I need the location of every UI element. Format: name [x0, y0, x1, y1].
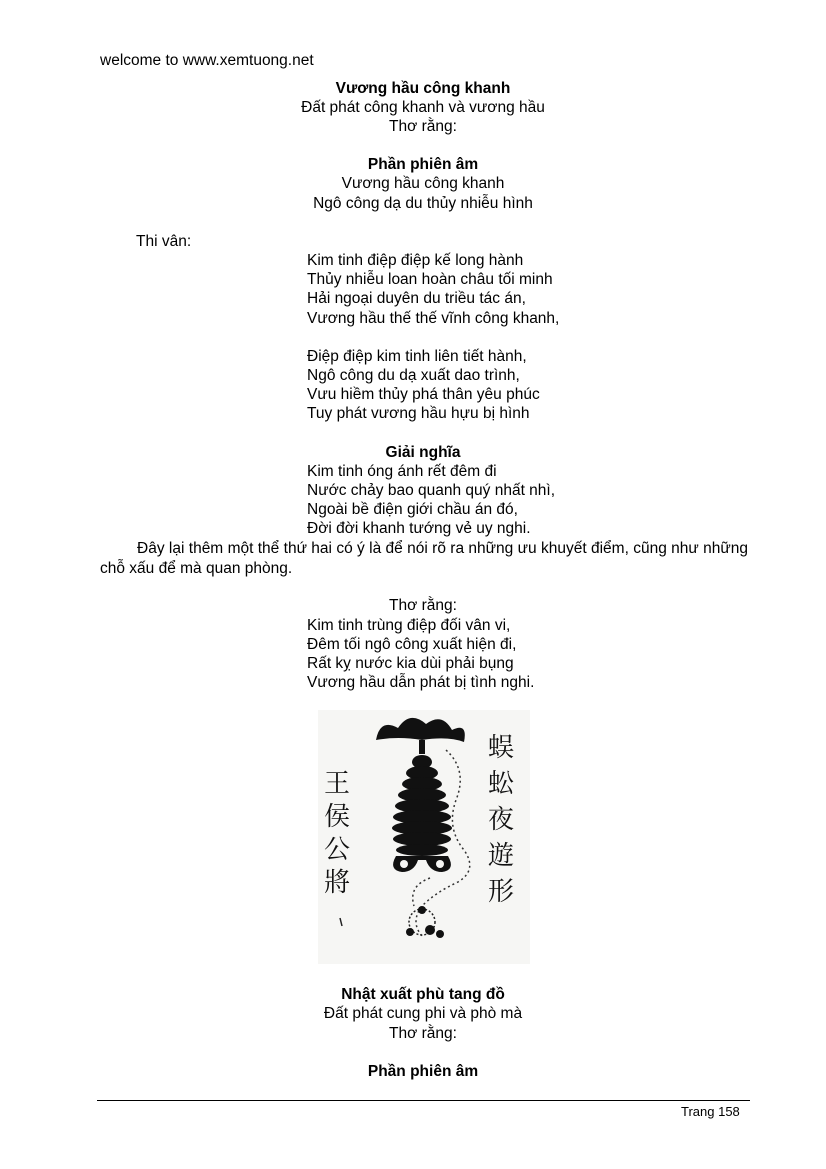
poem-line: Thủy nhiễu loan hoàn châu tối minh	[307, 271, 553, 288]
poem-line: Điệp điệp kim tinh liên tiết hành,	[307, 348, 527, 365]
body-paragraph: Đây lại thêm một thể thứ hai có ý là để nói rõ ra những ưu khuyết điểm, cũng như những chỗ xấu để mà quan phòng.	[100, 540, 748, 577]
giai-nghia-line: Kim tinh óng ánh rết đêm đi	[307, 463, 497, 480]
thi-van-label: Thi vân:	[136, 233, 192, 250]
poem-line: Rất kỵ nước kia dùi phải bụng	[307, 655, 514, 672]
page-number: Trang 158	[681, 1104, 740, 1119]
poem-line: Vưu hiềm thủy phá thân yêu phúc	[307, 386, 540, 403]
poem-line: Đêm tối ngô công xuất hiện đi,	[307, 636, 517, 653]
section-subtitle: Đất phát cung phi và phò mà	[323, 1005, 523, 1022]
phien-am-heading: Phần phiên âm	[367, 156, 479, 173]
giai-nghia-line: Ngoài bề điện giới chầu án đó,	[307, 501, 518, 518]
footer-divider	[97, 1100, 750, 1101]
right-inscription: 蜈蚣夜遊形	[488, 733, 515, 907]
left-inscription: 王侯公將	[324, 769, 351, 898]
poem-line: Vương hầu thế thế vĩnh công khanh,	[307, 310, 560, 327]
tho-rang-label: Thơ rằng:	[389, 1025, 457, 1042]
section-subtitle: Đất phát công khanh và vương hầu	[301, 99, 545, 116]
tho-rang-label: Thơ rằng:	[389, 597, 457, 614]
poem-line: Tuy phát vương hầu hựu bị hình	[307, 405, 530, 422]
section-title: Nhật xuất phù tang đồ	[341, 986, 505, 1003]
giai-nghia-line: Đời đời khanh tướng vẻ uy nghi.	[307, 520, 531, 537]
giai-nghia-heading: Giải nghĩa	[385, 444, 461, 461]
phien-am-line: Ngô công dạ du thủy nhiễu hình	[313, 195, 533, 212]
poem-line: Hải ngoại duyên du triều tác án,	[307, 290, 526, 307]
welcome-text: welcome to www.xemtuong.net	[100, 52, 314, 69]
poem-line: Kim tinh trùng điệp đối vân vi,	[307, 617, 511, 634]
poem-line: Ngô công du dạ xuất dao trình,	[307, 367, 520, 384]
phien-am-line: Vương hầu công khanh	[341, 175, 505, 192]
section-title: Vương hầu công khanh	[335, 80, 511, 97]
poem-line: Kim tinh điệp điệp kế long hành	[307, 252, 524, 269]
phien-am-heading: Phần phiên âm	[367, 1063, 479, 1080]
tho-rang-label: Thơ rằng:	[389, 118, 457, 135]
giai-nghia-line: Nước chảy bao quanh quý nhất nhì,	[307, 482, 556, 499]
geomancy-illustration	[318, 710, 530, 964]
poem-line: Vương hầu dẫn phát bị tình nghi.	[307, 674, 535, 691]
